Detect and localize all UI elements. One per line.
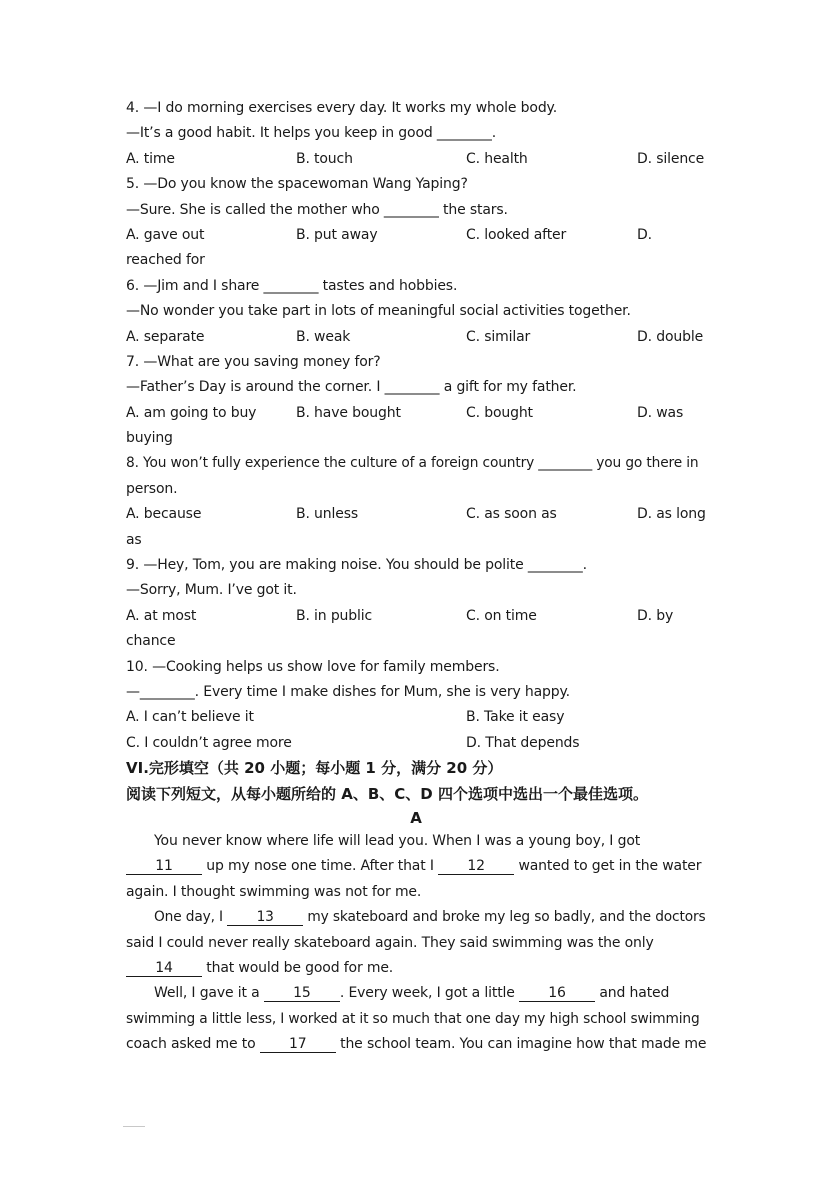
q5-option-d-wrap: reached for — [126, 252, 205, 269]
q5-option-a: A. gave out — [126, 226, 205, 243]
q5-option-b: B. put away — [296, 226, 378, 243]
q5-option-c: C. looked after — [466, 226, 567, 243]
q6-reply: —No wonder you take part in lots of meaningful social activities together. — [126, 303, 631, 320]
blank-13: 13 — [227, 909, 303, 926]
passage-line: 11 up my nose one time. After that I 12 wanted to get in the water — [126, 854, 706, 879]
q7-option-d-wrap: buying — [126, 430, 173, 447]
q6-option-b: B. weak — [296, 328, 351, 345]
q10-reply: —________. Every time I make dishes for Mum, she is very happy. — [126, 683, 570, 700]
q10-option-a: A. I can’t believe it — [126, 709, 254, 726]
blank-16: 16 — [519, 985, 595, 1002]
q8-option-c: C. as soon as — [466, 506, 557, 523]
blank-12: 12 — [438, 858, 514, 875]
passage-line: swimming a little less, I worked at it so much that one day my high school swimming — [126, 1010, 700, 1027]
q9-option-d: D. by — [637, 607, 674, 624]
q9-option-a: A. at most — [126, 607, 197, 624]
q6-options — [126, 325, 706, 350]
q4-stem: 4. —I do morning exercises every day. It works my whole body. — [126, 100, 557, 116]
q7-option-a: A. am going to buy — [126, 404, 257, 421]
page-footer-mark — [123, 1126, 145, 1127]
blank-11: 11 — [126, 858, 202, 875]
q7-reply: —Father’s Day is around the corner. I ________ a gift for my father. — [126, 379, 577, 396]
q5-options — [126, 223, 706, 248]
q5-reply: —Sure. She is called the mother who ________ the stars. — [126, 201, 508, 218]
q8-stem-wrap: person. — [126, 480, 178, 497]
q6-stem: 6. —Jim and I share ________ tastes and hobbies. — [126, 277, 458, 294]
blank-15: 15 — [264, 985, 340, 1002]
blank-14: 14 — [126, 960, 202, 977]
passage-line: One day, I 13 my skateboard and broke my leg so badly, and the doctors — [154, 909, 706, 926]
q9-reply: —Sorry, Mum. I’ve got it. — [126, 582, 297, 599]
q7-option-d: D. was — [637, 404, 684, 421]
passage-label: A — [410, 808, 422, 827]
q9-option-b: B. in public — [296, 607, 373, 624]
q8-option-d: D. as long — [637, 506, 706, 523]
passage-line: said I could never really skateboard again. They said swimming was the only — [126, 934, 654, 951]
q4-option-c: C. health — [466, 150, 528, 167]
q5-stem: 5. —Do you know the spacewoman Wang Yaping? — [126, 176, 468, 193]
passage-line: 14 that would be good for me. — [126, 956, 706, 981]
passage-line: Well, I gave it a 15 . Every week, I got a little 16 and hated — [154, 985, 670, 1002]
q10-options-row2 — [126, 731, 706, 756]
q5-option-d: D. — [637, 226, 652, 243]
q9-option-c: C. on time — [466, 607, 537, 624]
q4-options — [126, 147, 706, 172]
q6-option-c: C. similar — [466, 328, 531, 345]
q8-option-d-wrap: as — [126, 531, 142, 548]
q8-stem: 8. You won’t fully experience the culture of a foreign country ________ you go there in — [126, 455, 699, 472]
q6-option-a: A. separate — [126, 328, 205, 345]
blank-17: 17 — [260, 1036, 336, 1053]
q4-option-a: A. time — [126, 150, 175, 167]
section-heading: VI.完形填空（共 20 小题；每小题 1 分，满分 20 分） — [126, 759, 503, 778]
q7-options — [126, 401, 706, 426]
q7-stem: 7. —What are you saving money for? — [126, 353, 381, 370]
q10-option-b: B. Take it easy — [466, 709, 565, 726]
q10-stem: 10. —Cooking helps us show love for family members. — [126, 658, 500, 675]
q8-option-b: B. unless — [296, 506, 358, 523]
q8-options — [126, 502, 706, 527]
q4-reply: —It’s a good habit. It helps you keep in good ________. — [126, 125, 497, 142]
passage-line: coach asked me to 17 the school team. You can imagine how that made me — [126, 1036, 707, 1053]
q4-option-d: D. silence — [637, 150, 705, 167]
q9-options — [126, 604, 706, 629]
q7-option-c: C. bought — [466, 404, 533, 421]
exam-page — [126, 96, 706, 1057]
passage-line: again. I thought swimming was not for me. — [126, 883, 422, 900]
q7-option-b: B. have bought — [296, 404, 401, 421]
section-instruction: 阅读下列短文，从每小题所给的 A、B、C、D 四个选项中选出一个最佳选项。 — [126, 784, 648, 803]
q10-option-d: D. That depends — [466, 734, 580, 751]
q6-option-d: D. double — [637, 328, 704, 345]
q9-option-d-wrap: chance — [126, 633, 176, 650]
q9-stem: 9. —Hey, Tom, you are making noise. You should be polite ________. — [126, 557, 587, 574]
q8-option-a: A. because — [126, 506, 202, 523]
q10-option-c: C. I couldn’t agree more — [126, 734, 292, 751]
q4-option-b: B. touch — [296, 150, 353, 167]
passage-line: You never know where life will lead you. When I was a young boy, I got — [154, 832, 641, 849]
q10-options-row1 — [126, 705, 706, 730]
